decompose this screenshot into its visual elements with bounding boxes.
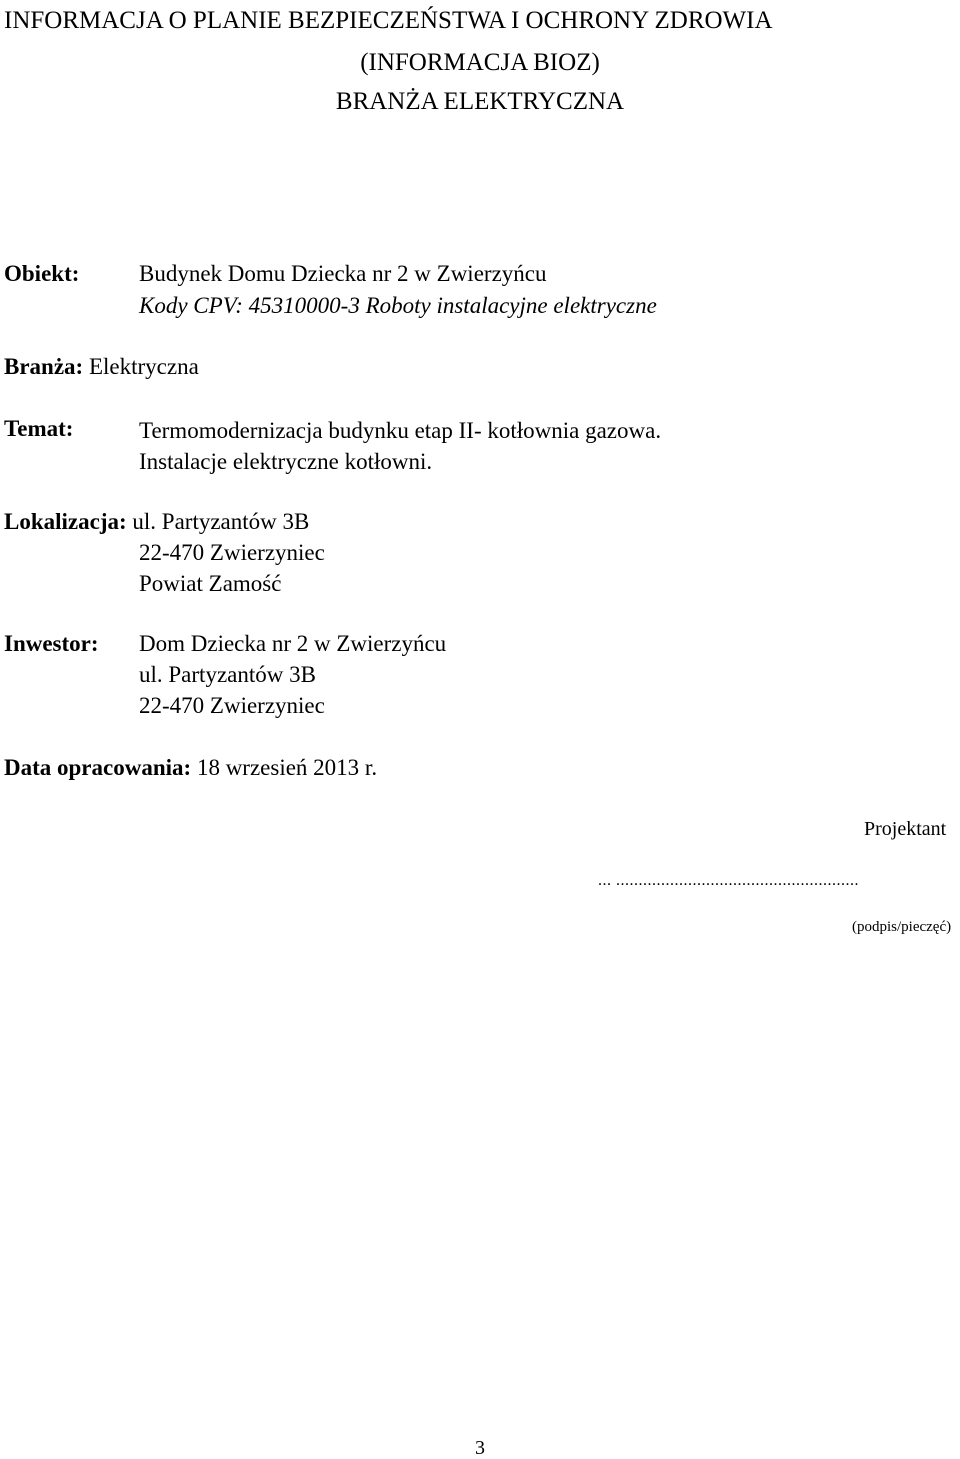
temat-line2: Instalacje elektryczne kotłowni. (139, 449, 433, 474)
signature-caption: (podpis/pieczęć) (852, 919, 952, 935)
temat-label: Temat: (4, 416, 74, 441)
signature-line: ... ...................................................... (598, 872, 859, 889)
obiekt-name: Budynek Domu Dziecka nr 2 w Zwierzyńcu (139, 261, 547, 286)
lokalizacja-label: Lokalizacja: (4, 509, 127, 534)
inwestor-label: Inwestor: (4, 631, 99, 656)
branza-label: Branża: (4, 354, 84, 379)
inwestor-line3: 22-470 Zwierzyniec (139, 693, 325, 718)
inwestor-line1: Dom Dziecka nr 2 w Zwierzyńcu (139, 631, 447, 656)
page-number: 3 (475, 1437, 485, 1459)
document-title-line1: INFORMACJA O PLANIE BEZPIECZEŃSTWA I OCHRONY ZDROWIA (4, 7, 773, 34)
data-opracowania-value: 18 wrzesień 2013 r. (196, 755, 378, 780)
temat-line1: Termomodernizacja budynku etap II- kotłownia gazowa. (139, 418, 662, 443)
branza-value: Elektryczna (88, 354, 199, 379)
inwestor-line2: ul. Partyzantów 3B (139, 662, 316, 687)
lokalizacja-row (4, 510, 309, 533)
lokalizacja-line1: ul. Partyzantów 3B (132, 509, 310, 534)
document-title-line2: (INFORMACJA BIOZ) (360, 49, 600, 76)
lokalizacja-line2: 22-470 Zwierzyniec (139, 540, 325, 565)
projektant-label: Projektant (864, 818, 947, 840)
document-title-line3: BRANŻA ELEKTRYCZNA (335, 88, 625, 115)
obiekt-label: Obiekt: (4, 261, 80, 286)
data-opracowania-row (4, 756, 377, 779)
data-opracowania-label: Data opracowania: (4, 755, 192, 780)
obiekt-cpv-code: Kody CPV: 45310000-3 Roboty instalacyjne elektryczne (139, 293, 657, 318)
lokalizacja-line3: Powiat Zamość (139, 571, 282, 596)
branza-row (4, 355, 199, 378)
